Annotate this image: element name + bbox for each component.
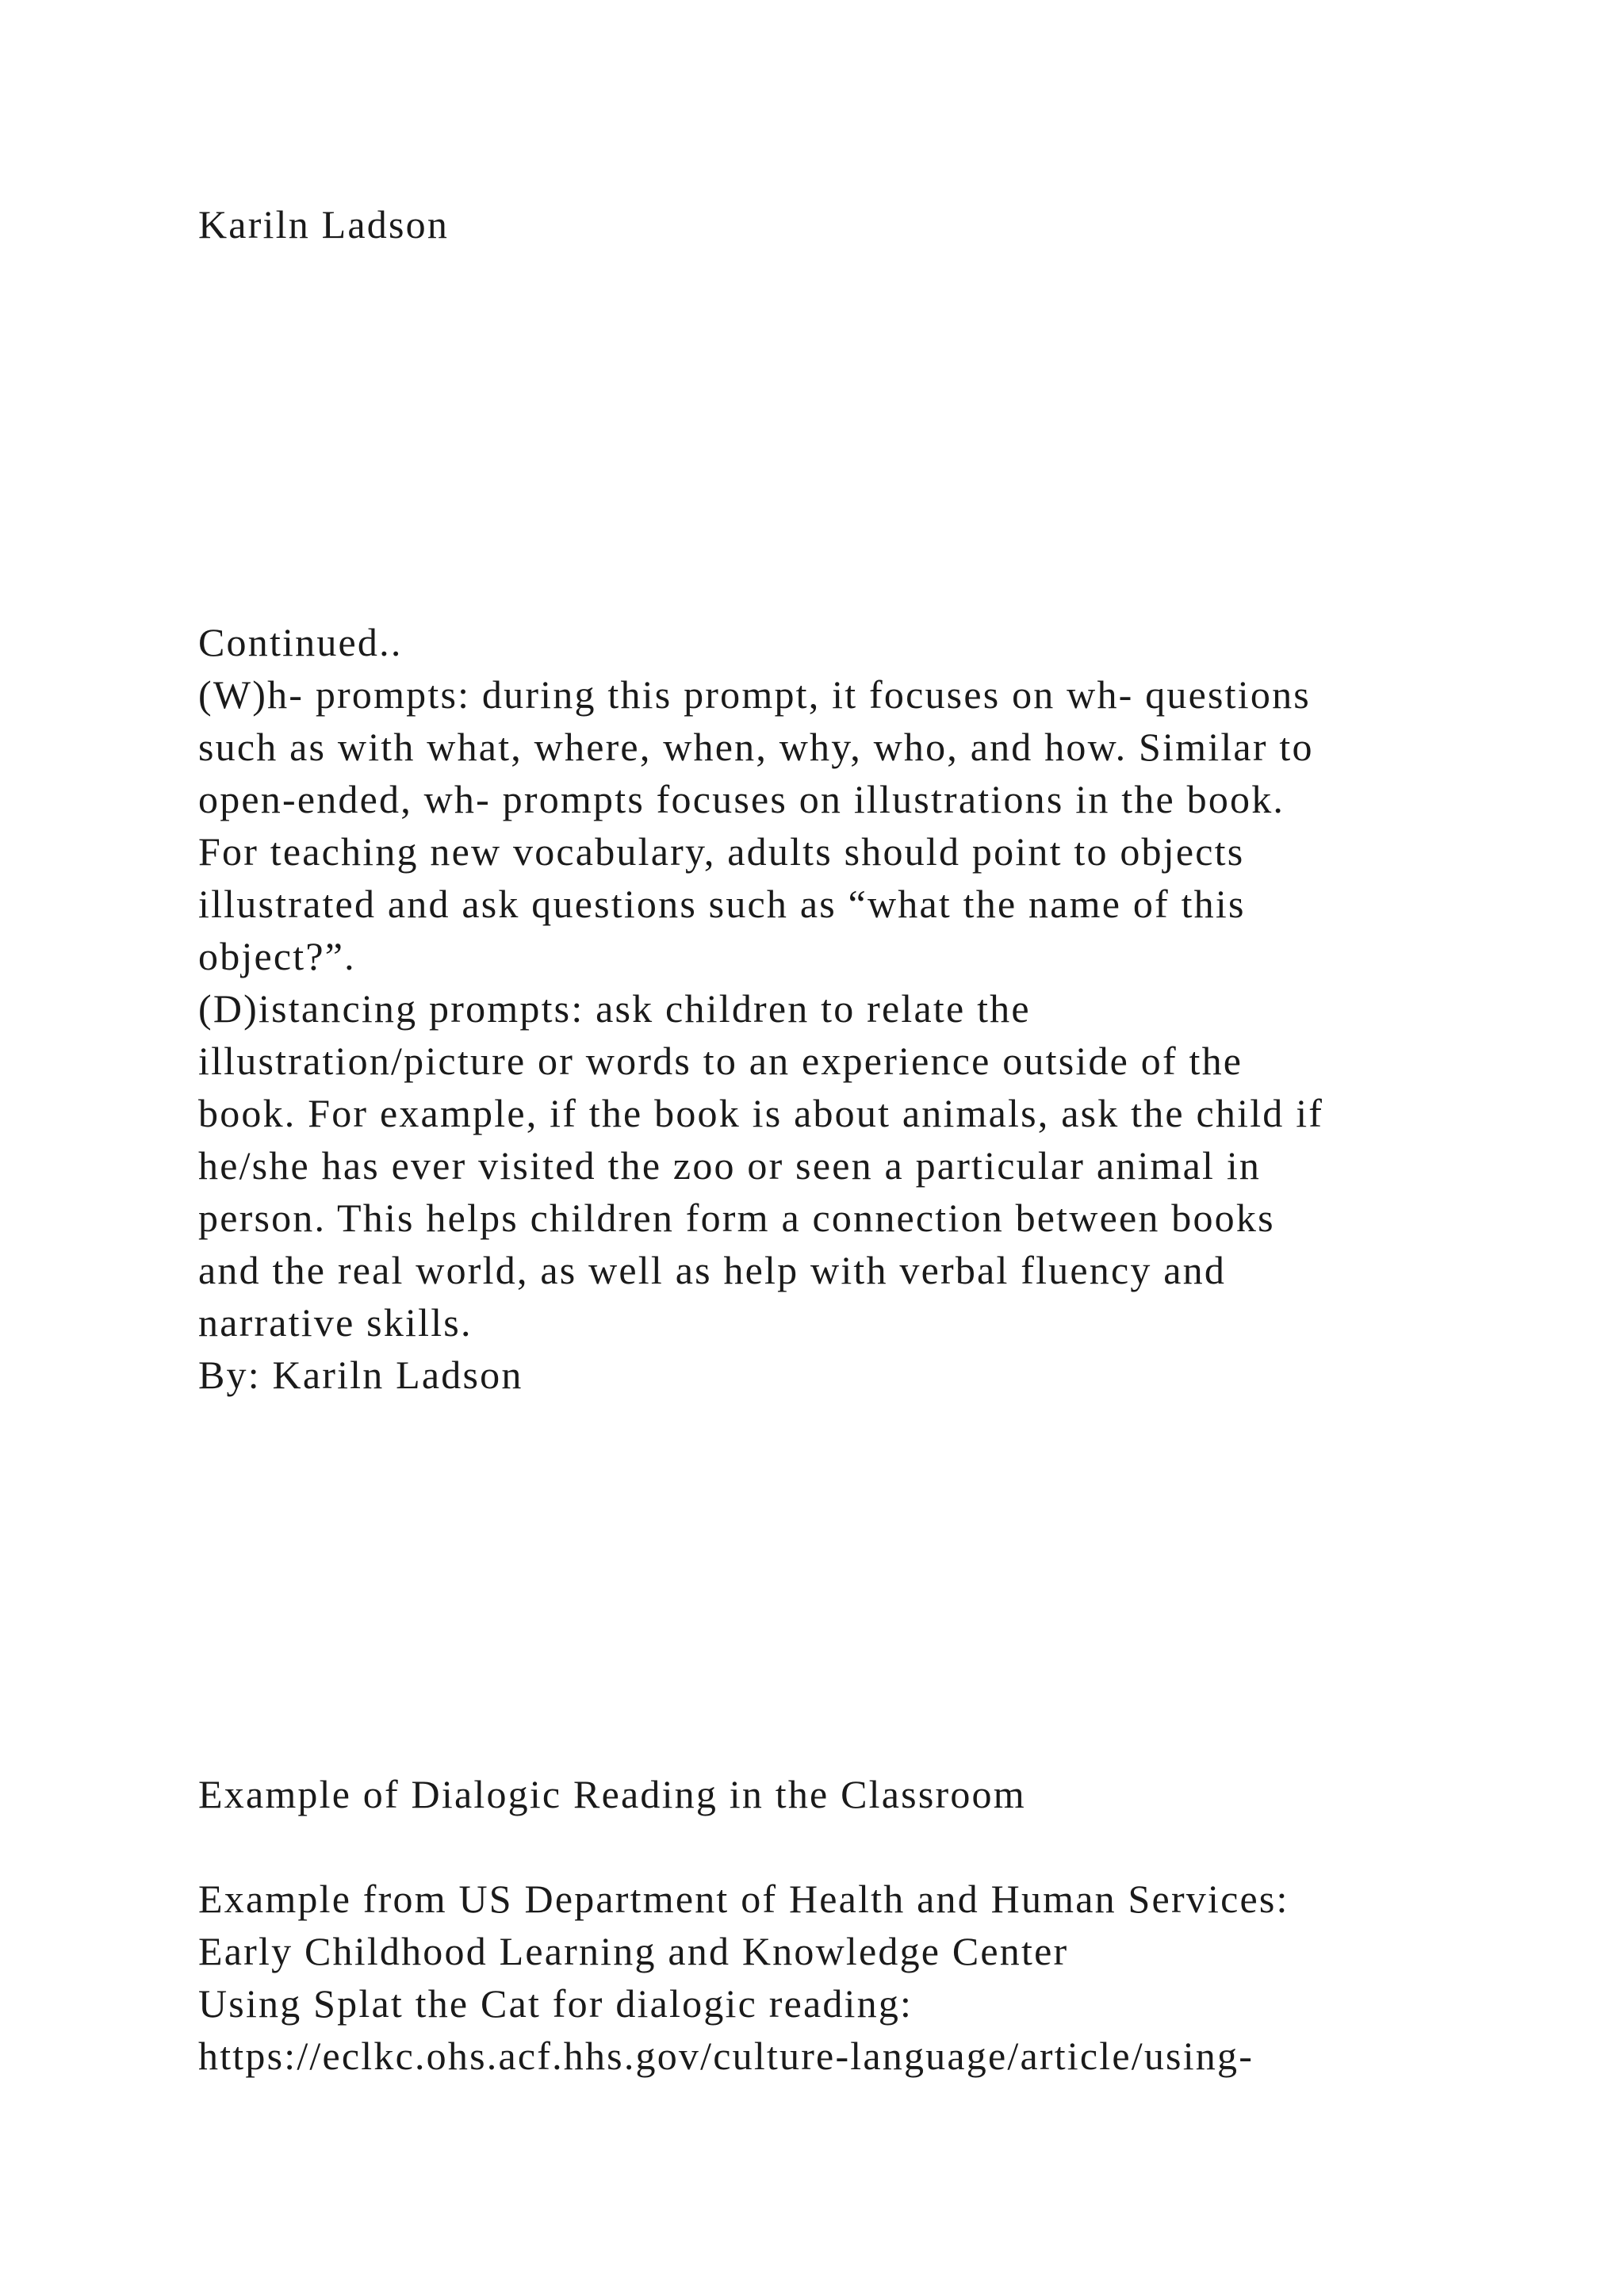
paragraph-line: such as with what, where, when, why, who, and how. Similar to — [198, 725, 1314, 769]
paragraph-line: Using Splat the Cat for dialogic reading: — [198, 1981, 914, 2026]
paragraph-line: For teaching new vocabulary, adults should point to objects — [198, 829, 1245, 874]
paragraph-line: object?”. — [198, 934, 356, 978]
paragraph-line: Early Childhood Learning and Knowledge Center — [198, 1929, 1069, 1973]
section-heading-continued: Continued.. — [198, 620, 403, 664]
url-text: https://eclkc.ohs.acf.hhs.gov/culture-language/article/using- — [198, 2034, 1254, 2078]
paragraph-line: (D)istancing prompts: ask children to relate the — [198, 986, 1031, 1031]
paragraph-line: he/she has ever visited the zoo or seen a particular animal in — [198, 1143, 1262, 1188]
paragraph-line: Example from US Department of Health and Human Services: — [198, 1877, 1289, 1921]
paragraph-line: book. For example, if the book is about animals, ask the child if — [198, 1091, 1324, 1135]
byline: By: Kariln Ladson — [198, 1353, 523, 1397]
paragraph-line: open-ended, wh- prompts focuses on illustrations in the book. — [198, 777, 1285, 821]
paragraph-line: narrative skills. — [198, 1300, 473, 1345]
paragraph-line: and the real world, as well as help with verbal fluency and — [198, 1248, 1227, 1292]
paragraph-line: illustrated and ask questions such as “what the name of this — [198, 882, 1246, 926]
section-heading-example: Example of Dialogic Reading in the Classroom — [198, 1772, 1026, 1816]
paragraph-line: illustration/picture or words to an experience outside of the — [198, 1039, 1243, 1083]
paragraph-line: (W)h- prompts: during this prompt, it focuses on wh- questions — [198, 672, 1311, 717]
paragraph-line: person. This helps children form a connection between books — [198, 1196, 1275, 1240]
author-name: Kariln Ladson — [198, 202, 450, 247]
